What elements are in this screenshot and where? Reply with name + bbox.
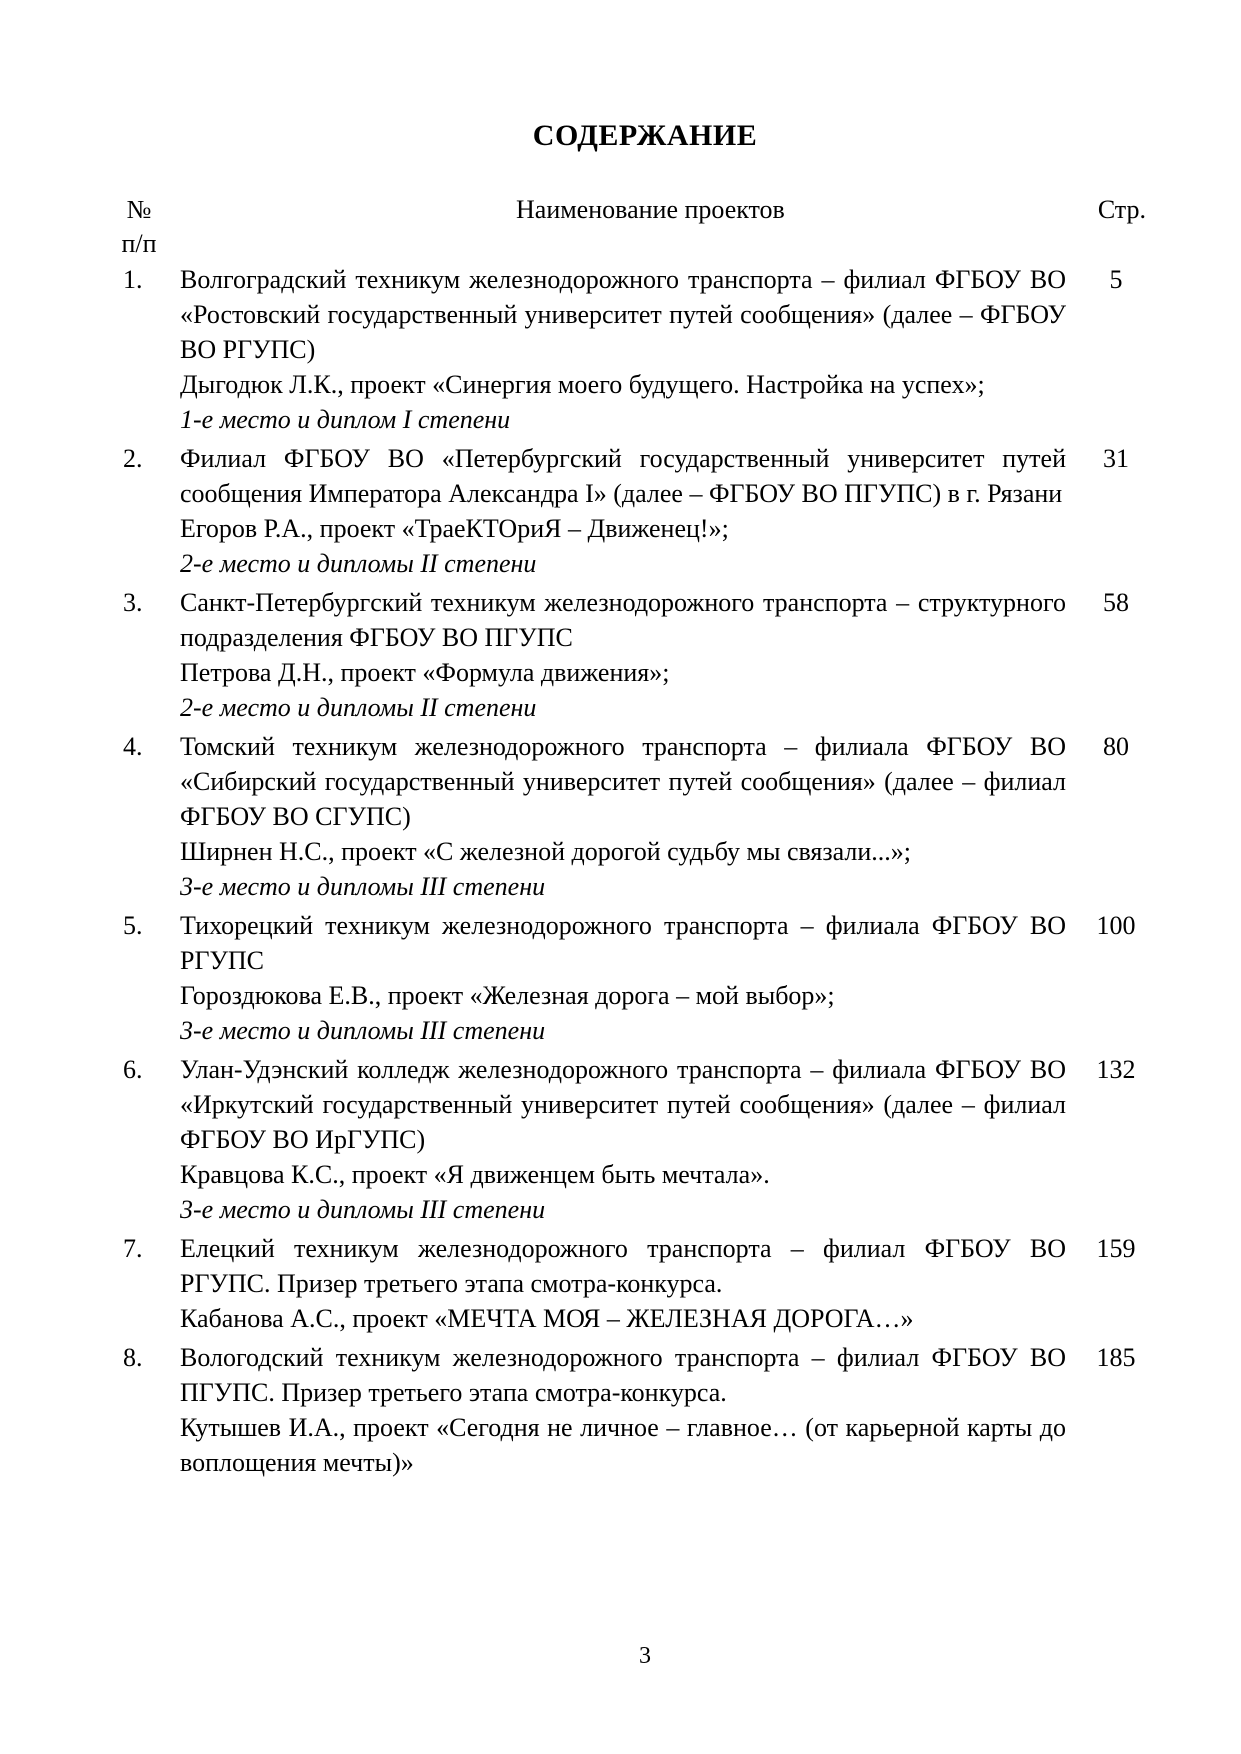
toc-entry: [116, 441, 1146, 581]
toc-entry: [116, 1340, 1146, 1480]
entry-page-number: 31: [1103, 444, 1129, 473]
entry-body: [180, 908, 1066, 1048]
entry-body: [180, 585, 1066, 725]
entry-body: [180, 729, 1066, 904]
entry-number: 8.: [123, 1343, 143, 1372]
entry-project: Дыгодюк Л.К., проект «Синергия моего будущего. Настройка на успех»;: [180, 370, 985, 399]
toc-entry: [116, 585, 1146, 725]
entry-number: 3.: [123, 588, 143, 617]
entry-award: 3-е место и дипломы III степени: [180, 872, 546, 901]
toc-entry: [116, 262, 1146, 437]
entry-page-number: 80: [1103, 732, 1129, 761]
entry-project: Кутышев И.А., проект «Сегодня не личное – главное… (от карьерной карты до воплощения мечты)»: [180, 1413, 1066, 1477]
entry-organization: Улан-Удэнский колледж железнодорожного транспорта – филиала ФГБОУ ВО «Иркутский государственный университет путей сообщения» (далее – филиал ФГБОУ ВО ИрГУПС): [180, 1055, 1066, 1154]
entry-award: 1-е место и диплом I степени: [180, 405, 511, 434]
entry-page-number: 100: [1096, 911, 1136, 940]
entry-award: 2-е место и дипломы II степени: [180, 549, 537, 578]
entry-number: 1.: [123, 265, 143, 294]
page-title: СОДЕРЖАНИЕ: [532, 119, 758, 152]
page-number: 3: [639, 1643, 651, 1669]
entry-body: [180, 1231, 1066, 1336]
entry-body: [180, 1052, 1066, 1227]
toc-entry: [116, 908, 1146, 1048]
entry-project: Кравцова К.С., проект «Я движенцем быть мечтала».: [180, 1160, 770, 1189]
entry-organization: Волгоградский техникум железнодорожного транспорта – филиал ФГБОУ ВО «Ростовский государственный университет путей сообщения» (далее – ФГБОУ ВО РГУПС): [180, 265, 1066, 364]
entry-award: 3-е место и дипломы III степени: [180, 1016, 546, 1045]
entry-page-number: 185: [1096, 1343, 1136, 1372]
toc-entry: [116, 1052, 1146, 1227]
toc-list: [116, 262, 1146, 1484]
entry-award: 2-е место и дипломы II степени: [180, 693, 537, 722]
entry-page-number: 159: [1096, 1234, 1136, 1263]
entry-project: Кабанова А.С., проект «МЕЧТА МОЯ – ЖЕЛЕЗНАЯ ДОРОГА…»: [180, 1304, 914, 1333]
entry-body: [180, 1340, 1066, 1480]
entry-page-number: 132: [1096, 1055, 1136, 1084]
toc-entry: [116, 729, 1146, 904]
entry-organization: Елецкий техникум железнодорожного транспорта – филиал ФГБОУ ВО РГУПС. Призер третьего этапа смотра-конкурса.: [180, 1234, 1066, 1298]
entry-organization: Санкт-Петербургский техникум железнодорожного транспорта – структурного подразделения ФГБОУ ВО ПГУПС: [180, 588, 1066, 652]
entry-organization: Томский техникум железнодорожного транспорта – филиала ФГБОУ ВО «Сибирский государственный университет путей сообщения» (далее – филиал ФГБОУ ВО СГУПС): [180, 732, 1066, 831]
entry-number: 2.: [123, 444, 143, 473]
entry-number: 7.: [123, 1234, 143, 1263]
entry-body: [180, 441, 1066, 581]
entry-number: 6.: [123, 1055, 143, 1084]
entry-award: 3-е место и дипломы III степени: [180, 1195, 546, 1224]
header-number-label: № п/п: [121, 195, 157, 258]
entry-number: 5.: [123, 911, 143, 940]
entry-page-number: 5: [1109, 265, 1123, 294]
entry-number: 4.: [123, 732, 143, 761]
header-page-label: Стр.: [1097, 195, 1146, 224]
toc-header: [116, 193, 1146, 263]
entry-project: Ширнен Н.С., проект «С железной дорогой судьбу мы связали...»;: [180, 837, 912, 866]
entry-organization: Филиал ФГБОУ ВО «Петербургский государственный университет путей сообщения Императора Александра I» (далее – ФГБОУ ВО ПГУПС) в г. Рязани: [180, 444, 1066, 508]
header-name-label: Наименование проектов: [516, 195, 785, 224]
toc-entry: [116, 1231, 1146, 1336]
entry-project: Петрова Д.Н., проект «Формула движения»;: [180, 658, 670, 687]
entry-organization: Вологодский техникум железнодорожного транспорта – филиал ФГБОУ ВО ПГУПС. Призер третьего этапа смотра-конкурса.: [180, 1343, 1066, 1407]
entry-body: [180, 262, 1066, 437]
entry-project: Гороздюкова Е.В., проект «Железная дорога – мой выбор»;: [180, 981, 835, 1010]
entry-organization: Тихорецкий техникум железнодорожного транспорта – филиала ФГБОУ ВО РГУПС: [180, 911, 1066, 975]
entry-project: Егоров Р.А., проект «ТраеКТОриЯ – Движенец!»;: [180, 514, 729, 543]
entry-page-number: 58: [1103, 588, 1129, 617]
